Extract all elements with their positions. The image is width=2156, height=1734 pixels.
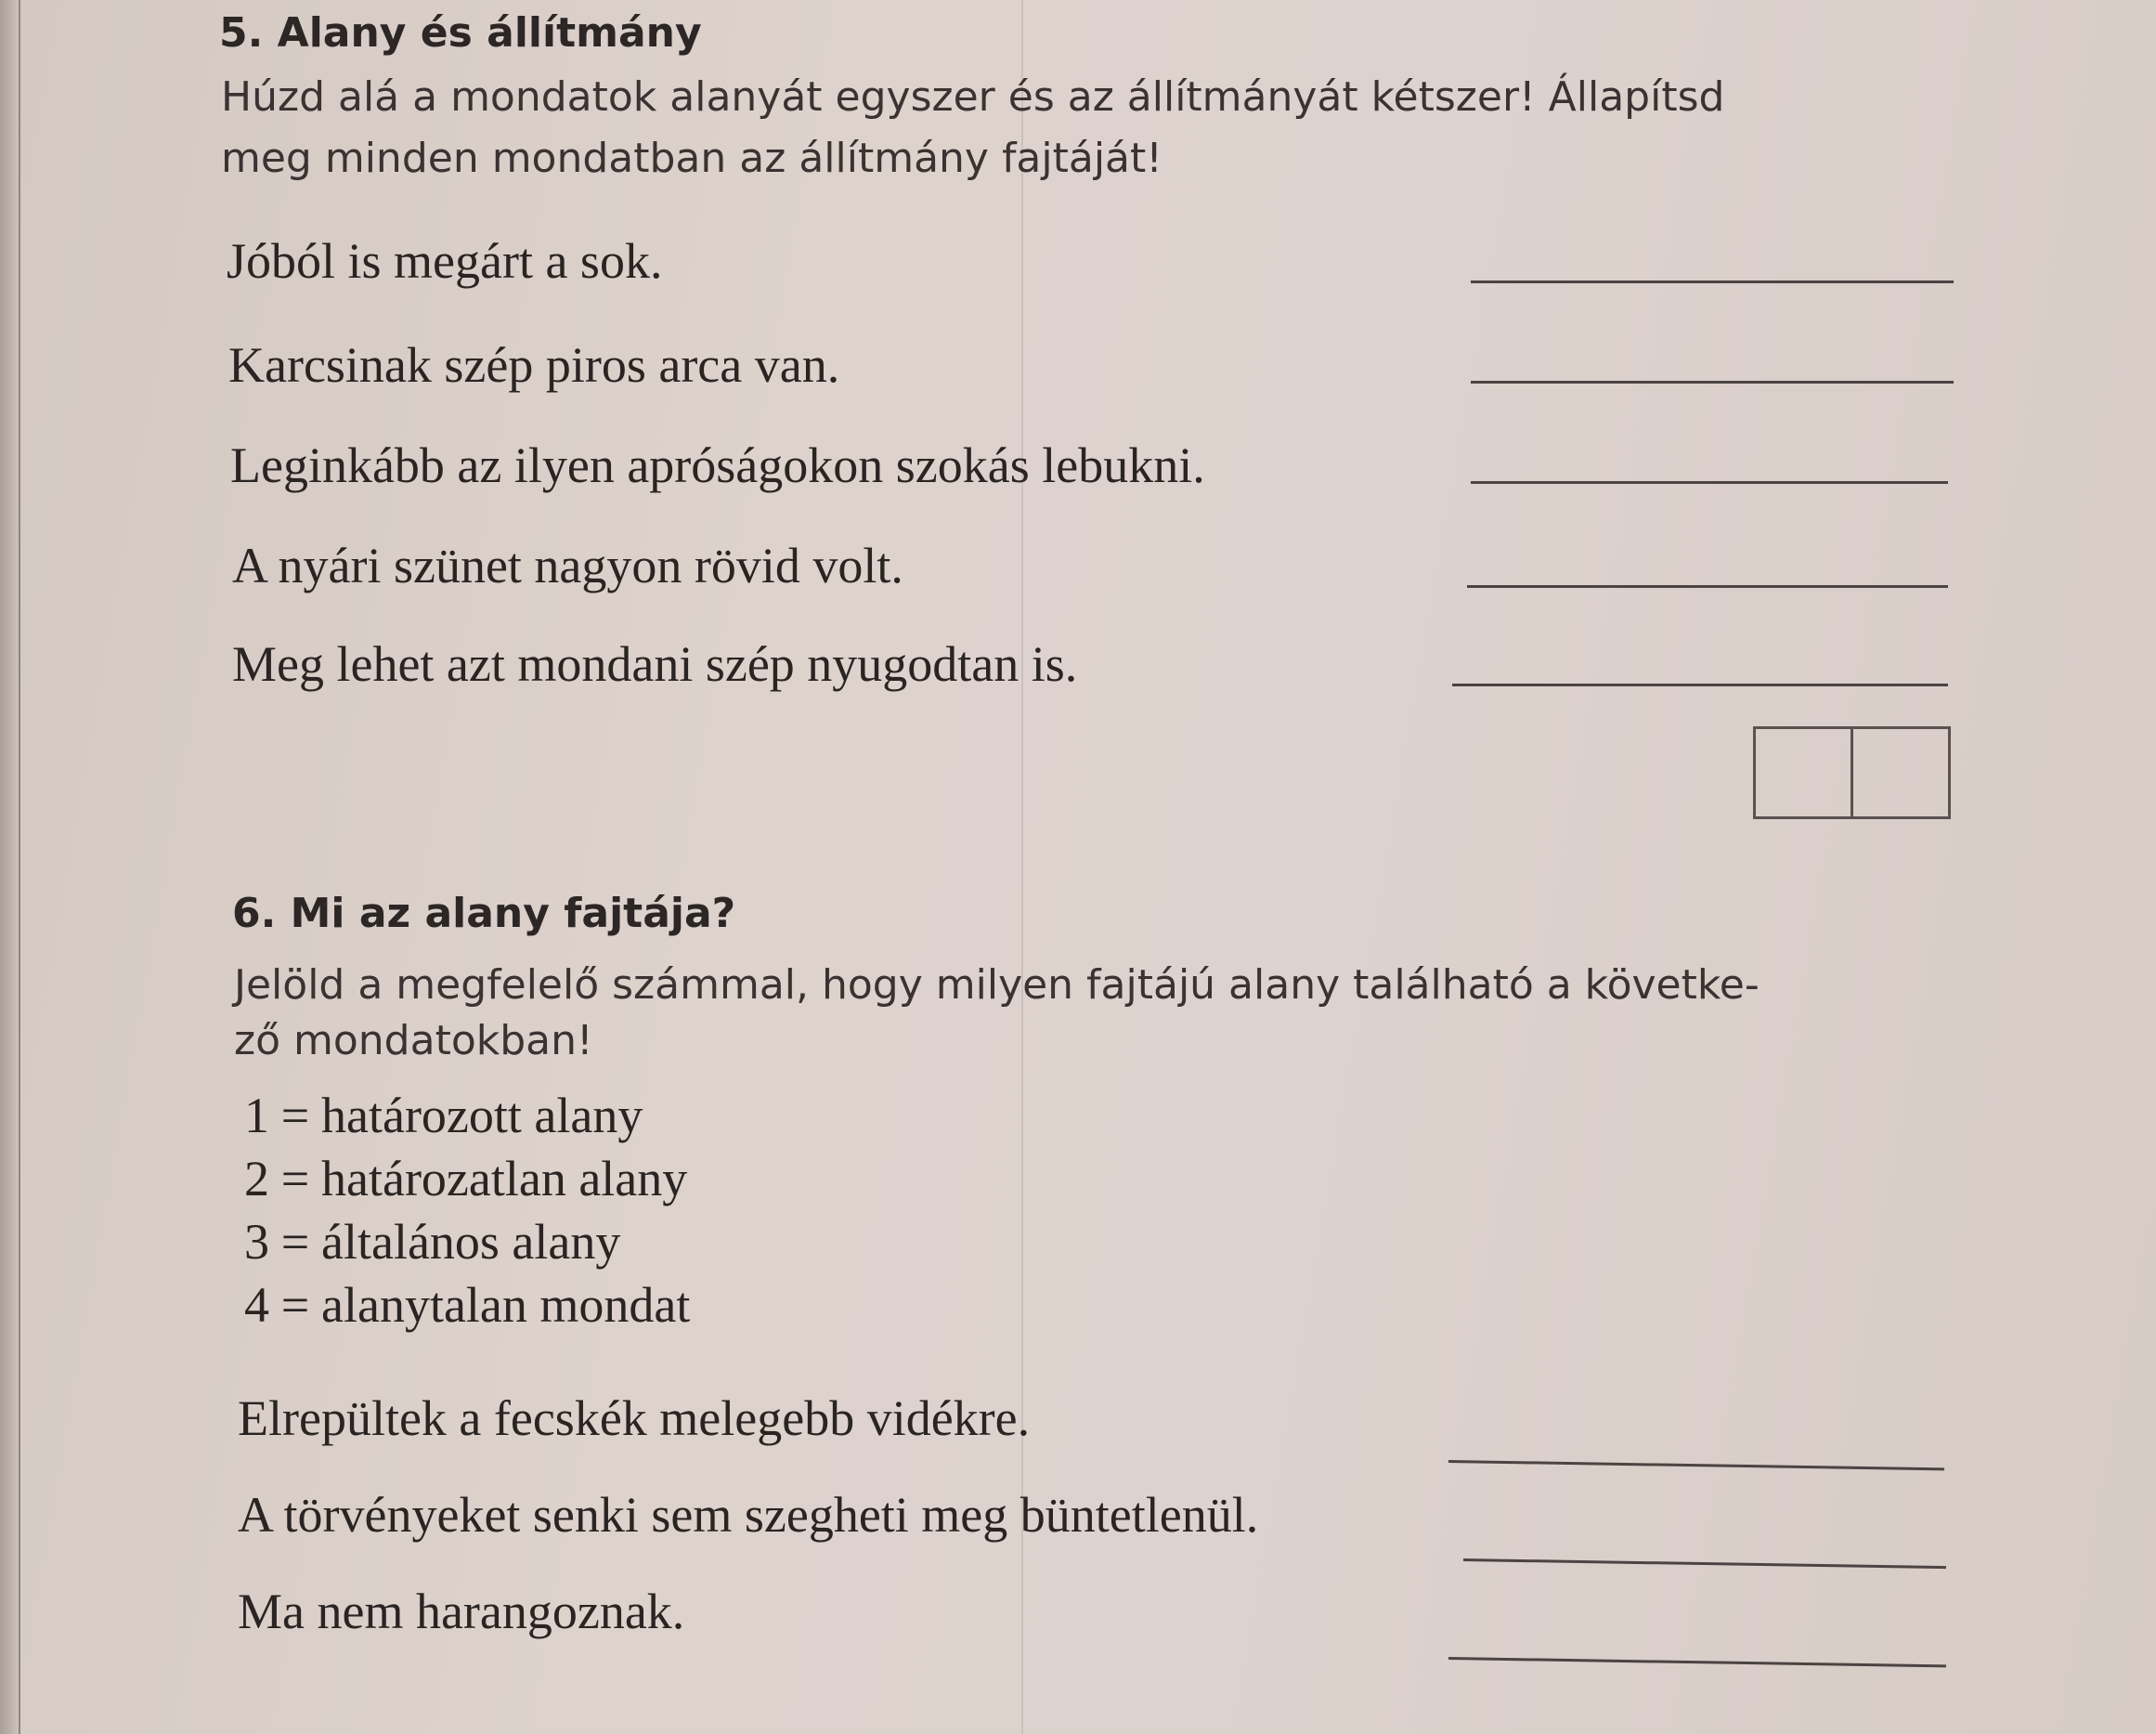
legend-equals: = [280,1088,310,1143]
exercise-6-answer-blank-3[interactable] [1448,1657,1946,1667]
exercise-6-instruction-line-1: Jelöld a megfelelő számmal, hogy milyen fajtájú alany található a követke- [234,961,1760,1009]
exercise-6-title: 6. Mi az alany fajtája? [232,890,736,937]
exercise-5-instruction-line-2: meg minden mondatban az állítmány fajtáját! [221,135,1162,182]
page-fold-shadow [1021,0,1023,1734]
exercise-6-answer-blank-1[interactable] [1448,1460,1944,1470]
page-left-edge [0,0,20,1734]
exercise-5-sentence-2: Karcsinak szép piros arca van. [228,337,840,393]
legend-number: 1 [244,1088,269,1143]
exercise-5-answer-blank-3[interactable] [1471,481,1948,484]
legend-number: 2 [244,1151,269,1206]
exercise-6-sentence-2: A törvényeket senki sem szegheti meg büntetlenül. [238,1487,1259,1543]
exercise-5-answer-blank-4[interactable] [1467,585,1948,588]
score-box-2[interactable] [1851,726,1951,819]
score-box-1[interactable] [1753,726,1853,819]
exercise-5-answer-blank-5[interactable] [1452,684,1948,686]
legend-number: 3 [244,1214,269,1270]
legend-label: határozott alany [321,1088,643,1143]
legend-label: alanytalan mondat [321,1277,691,1333]
exercise-5-title: 5. Alany és állítmány [219,9,702,57]
exercise-5-instruction-line-1: Húzd alá a mondatok alanyát egyszer és az állítmányát kétszer! Állapítsd [221,73,1725,121]
exercise-5-answer-blank-1[interactable] [1471,280,1954,283]
legend-label: általános alany [321,1214,621,1270]
exercise-5-sentence-3: Leginkább az ilyen apróságokon szokás lebukni. [230,437,1205,493]
exercise-5-sentence-1: Jóból is megárt a sok. [227,233,663,289]
exercise-6-sentence-3: Ma nem harangoznak. [238,1584,685,1639]
exercise-5-sentence-5: Meg lehet azt mondani szép nyugodtan is. [232,636,1078,692]
exercise-6-answer-blank-2[interactable] [1463,1558,1946,1569]
legend-equals: = [280,1151,310,1206]
exercise-5-sentence-4: A nyári szünet nagyon rövid volt. [232,538,903,593]
legend-row-3 [234,1213,620,1271]
exercise-6-instruction-line-2: ző mondatokban! [234,1017,593,1064]
exercise-6-sentence-1: Elrepültek a fecskék melegebb vidékre. [238,1390,1031,1446]
legend-row-2 [234,1150,687,1207]
legend-equals: = [280,1214,310,1270]
legend-label: határozatlan alany [321,1151,688,1206]
page-margin-line [19,0,20,1734]
exercise-5-answer-blank-2[interactable] [1471,381,1954,384]
legend-row-4 [234,1276,690,1334]
legend-equals: = [280,1277,310,1333]
legend-number: 4 [244,1277,269,1333]
legend-row-1 [234,1087,643,1144]
